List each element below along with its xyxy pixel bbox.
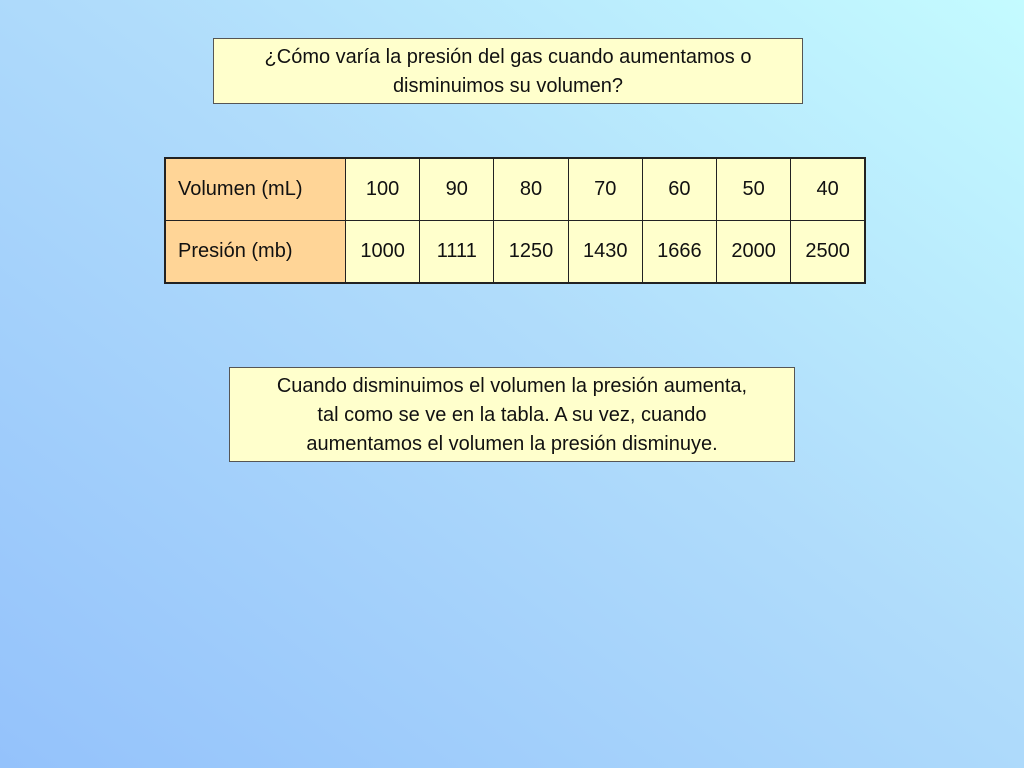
answer-box — [229, 367, 795, 462]
answer-line-2: tal como se ve en la tabla. A su vez, cuando — [317, 404, 707, 426]
table-cell: 40 — [791, 158, 865, 221]
question-box — [213, 38, 803, 104]
table-cell: 90 — [420, 158, 494, 221]
table-cell: 50 — [717, 158, 791, 221]
volume-pressure-table — [164, 157, 866, 284]
row-header-volume: Volumen (mL) — [165, 158, 346, 221]
table-cell: 1666 — [642, 221, 716, 284]
table-cell: 2500 — [791, 221, 865, 284]
table-cell: 1000 — [346, 221, 420, 284]
table-cell: 70 — [568, 158, 642, 221]
table-cell: 80 — [494, 158, 568, 221]
answer-line-1: Cuando disminuimos el volumen la presión aumenta, — [276, 375, 748, 397]
row-header-pressure: Presión (mb) — [165, 221, 346, 284]
question-line-1: ¿Cómo varía la presión del gas cuando aumentamos o — [264, 46, 752, 68]
table-row-pressure — [165, 221, 865, 284]
table-cell: 2000 — [717, 221, 791, 284]
table-cell: 60 — [642, 158, 716, 221]
table-cell: 100 — [346, 158, 420, 221]
table-cell: 1430 — [568, 221, 642, 284]
answer-line-3: aumentamos el volumen la presión disminuye. — [306, 433, 718, 455]
table-cell: 1250 — [494, 221, 568, 284]
question-line-2: disminuimos su volumen? — [392, 75, 624, 97]
table-cell: 1111 — [420, 221, 494, 284]
table-row-volume — [165, 158, 865, 221]
